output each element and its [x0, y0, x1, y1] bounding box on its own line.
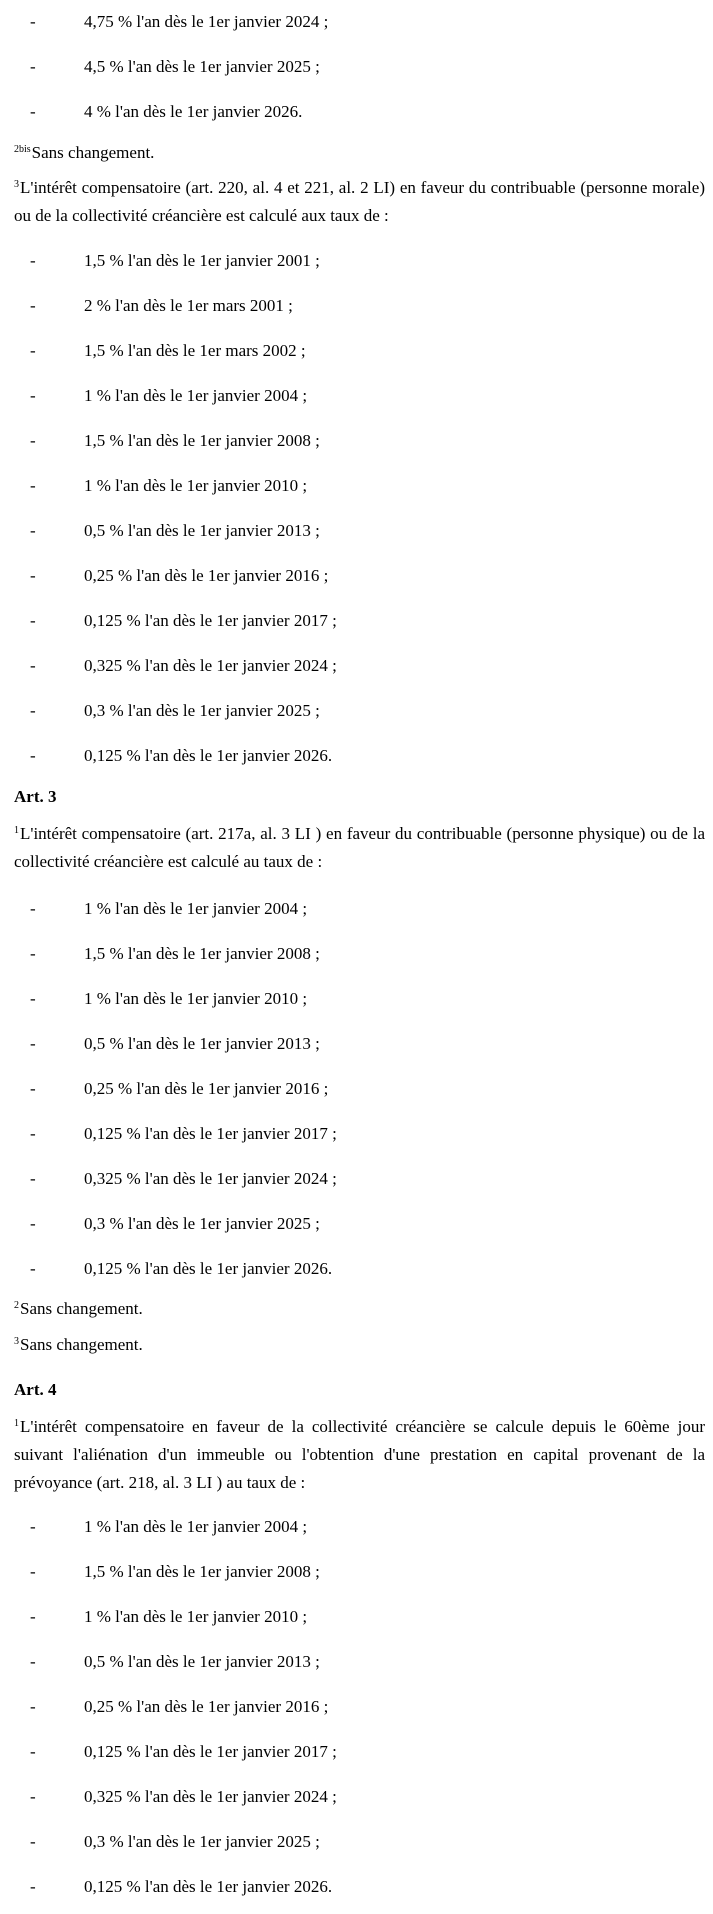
list-item: [14, 886, 705, 931]
list-item: [14, 418, 705, 463]
paragraph-text: L'intérêt compensatoire en faveur de la collectivité créancière se calcule depuis le 60ème jour suivant l'aliénation d'un immeuble ou l'obtention d'une prestation en capital provenant de la prévoyance (art. 218, al. 3 LI ) au taux de :: [14, 1417, 705, 1492]
list-item-text: 0,125 % l'an dès le 1er janvier 2026.: [84, 1877, 333, 1896]
list-item-text: 4 % l'an dès le 1er janvier 2026.: [84, 102, 303, 121]
list-item: [14, 1594, 705, 1639]
dash-bullet: -: [30, 1562, 36, 1581]
list-item-text: 0,125 % l'an dès le 1er janvier 2017 ;: [84, 1124, 337, 1143]
list-item: [14, 89, 705, 134]
list-item-text: 0,125 % l'an dès le 1er janvier 2017 ;: [84, 611, 337, 630]
rate-list-top: [14, 0, 705, 134]
list-item: [14, 1201, 705, 1246]
paragraph-text: Sans changement.: [20, 1335, 143, 1354]
paragraph-text: Sans changement.: [20, 1299, 143, 1318]
list-item-text: 1,5 % l'an dès le 1er mars 2002 ;: [84, 341, 306, 360]
list-item: [14, 508, 705, 553]
dash-bullet: -: [30, 1517, 36, 1536]
dash-bullet: -: [30, 1607, 36, 1626]
list-item-text: 1 % l'an dès le 1er janvier 2010 ;: [84, 476, 308, 495]
list-item-text: 0,3 % l'an dès le 1er janvier 2025 ;: [84, 1832, 320, 1851]
list-item-text: 1 % l'an dès le 1er janvier 2004 ;: [84, 386, 308, 405]
dash-bullet: -: [30, 1832, 36, 1851]
dash-bullet: -: [30, 656, 36, 675]
list-item: [14, 553, 705, 598]
dash-bullet: -: [30, 899, 36, 918]
dash-bullet: -: [30, 57, 36, 76]
list-item: [14, 1864, 705, 1909]
list-item-text: 0,325 % l'an dès le 1er janvier 2024 ;: [84, 1169, 337, 1188]
rate-list-art4: [14, 1504, 705, 1909]
list-item-text: 0,5 % l'an dès le 1er janvier 2013 ;: [84, 1652, 320, 1671]
list-item-text: 0,325 % l'an dès le 1er janvier 2024 ;: [84, 656, 337, 675]
dash-bullet: -: [30, 251, 36, 270]
list-item-text: 0,25 % l'an dès le 1er janvier 2016 ;: [84, 1079, 329, 1098]
dash-bullet: -: [30, 989, 36, 1008]
paragraph-2bis: [14, 139, 154, 167]
list-item: [14, 1111, 705, 1156]
list-item-text: 0,3 % l'an dès le 1er janvier 2025 ;: [84, 1214, 320, 1233]
dash-bullet: -: [30, 701, 36, 720]
dash-bullet: -: [30, 746, 36, 765]
list-item: [14, 1021, 705, 1066]
list-item-text: 1 % l'an dès le 1er janvier 2004 ;: [84, 1517, 308, 1536]
list-item: [14, 328, 705, 373]
dash-bullet: -: [30, 341, 36, 360]
article-3-paragraph-2: [14, 1295, 143, 1323]
dash-bullet: -: [30, 521, 36, 540]
list-item: [14, 598, 705, 643]
dash-bullet: -: [30, 1787, 36, 1806]
dash-bullet: -: [30, 12, 36, 31]
dash-bullet: -: [30, 386, 36, 405]
list-item: [14, 1684, 705, 1729]
dash-bullet: -: [30, 1214, 36, 1233]
dash-bullet: -: [30, 1697, 36, 1716]
list-item-text: 0,125 % l'an dès le 1er janvier 2017 ;: [84, 1742, 337, 1761]
paragraph-number: 2bis: [14, 144, 31, 155]
list-item-text: 1 % l'an dès le 1er janvier 2004 ;: [84, 899, 308, 918]
rate-list-al3: [14, 238, 705, 778]
list-item: [14, 1066, 705, 1111]
list-art3-wrapper: [14, 886, 705, 1291]
dash-bullet: -: [30, 1259, 36, 1278]
list-item-text: 0,125 % l'an dès le 1er janvier 2026.: [84, 1259, 333, 1278]
list-item-text: 0,5 % l'an dès le 1er janvier 2013 ;: [84, 1034, 320, 1053]
list-item-text: 2 % l'an dès le 1er mars 2001 ;: [84, 296, 293, 315]
dash-bullet: -: [30, 566, 36, 585]
paragraph-text: Sans changement.: [31, 143, 155, 162]
dash-bullet: -: [30, 1742, 36, 1761]
list-item: [14, 931, 705, 976]
dash-bullet: -: [30, 1877, 36, 1896]
list-item: [14, 44, 705, 89]
list-item: [14, 1639, 705, 1684]
paragraph-text: L'intérêt compensatoire (art. 217a, al. 3 LI ) en faveur du contribuable (personne physique) ou de la collectivité créancière est calculé au taux de :: [14, 824, 705, 871]
list-al3-wrapper: [14, 238, 705, 778]
list-item: [14, 1504, 705, 1549]
dash-bullet: -: [30, 944, 36, 963]
list-item-text: 0,125 % l'an dès le 1er janvier 2026.: [84, 746, 333, 765]
list-item: [14, 643, 705, 688]
list-item-text: 1 % l'an dès le 1er janvier 2010 ;: [84, 989, 308, 1008]
rate-list-art3: [14, 886, 705, 1291]
list-item: [14, 1774, 705, 1819]
list-item: [14, 238, 705, 283]
list-item: [14, 733, 705, 778]
list-item: [14, 0, 705, 44]
list-item-text: 0,3 % l'an dès le 1er janvier 2025 ;: [84, 701, 320, 720]
list-item-text: 0,5 % l'an dès le 1er janvier 2013 ;: [84, 521, 320, 540]
paragraph-text: L'intérêt compensatoire (art. 220, al. 4 et 221, al. 2 LI) en faveur du contribuable (personne morale) ou de la collectivité créancière est calculé aux taux de :: [14, 178, 705, 225]
paragraph-number: 1: [14, 1418, 19, 1429]
list-item-text: 1,5 % l'an dès le 1er janvier 2008 ;: [84, 431, 320, 450]
list-item: [14, 1246, 705, 1291]
article-4-paragraph-1: [14, 1413, 705, 1497]
dash-bullet: -: [30, 431, 36, 450]
paragraph-number: 3: [14, 179, 19, 190]
list-item-text: 1,5 % l'an dès le 1er janvier 2008 ;: [84, 944, 320, 963]
article-3-paragraph-3: [14, 1331, 143, 1359]
list-item-text: 0,325 % l'an dès le 1er janvier 2024 ;: [84, 1787, 337, 1806]
list-art4-wrapper: [14, 1504, 705, 1909]
dash-bullet: -: [30, 296, 36, 315]
list-item-text: 0,25 % l'an dès le 1er janvier 2016 ;: [84, 566, 329, 585]
list-top-wrapper: [14, 0, 705, 134]
article-3-title: Art. 3: [14, 787, 57, 806]
dash-bullet: -: [30, 1079, 36, 1098]
list-item: [14, 283, 705, 328]
list-item: [14, 1819, 705, 1864]
article-4-title: Art. 4: [14, 1380, 57, 1399]
dash-bullet: -: [30, 1034, 36, 1053]
dash-bullet: -: [30, 1169, 36, 1188]
list-item: [14, 1729, 705, 1774]
list-item-text: 4,75 % l'an dès le 1er janvier 2024 ;: [84, 12, 329, 31]
paragraph-number: 1: [14, 825, 19, 836]
dash-bullet: -: [30, 102, 36, 121]
dash-bullet: -: [30, 1652, 36, 1671]
dash-bullet: -: [30, 1124, 36, 1143]
list-item-text: 1,5 % l'an dès le 1er janvier 2001 ;: [84, 251, 320, 270]
dash-bullet: -: [30, 476, 36, 495]
paragraph-number: 3: [14, 1336, 19, 1347]
list-item: [14, 688, 705, 733]
article-3-paragraph-1: [14, 820, 705, 876]
paragraph-number: 2: [14, 1300, 19, 1311]
list-item-text: 1 % l'an dès le 1er janvier 2010 ;: [84, 1607, 308, 1626]
list-item: [14, 373, 705, 418]
paragraph-3: [14, 174, 705, 230]
list-item: [14, 463, 705, 508]
list-item: [14, 1156, 705, 1201]
dash-bullet: -: [30, 611, 36, 630]
list-item-text: 0,25 % l'an dès le 1er janvier 2016 ;: [84, 1697, 329, 1716]
list-item: [14, 1549, 705, 1594]
list-item-text: 1,5 % l'an dès le 1er janvier 2008 ;: [84, 1562, 320, 1581]
list-item-text: 4,5 % l'an dès le 1er janvier 2025 ;: [84, 57, 320, 76]
list-item: [14, 976, 705, 1021]
